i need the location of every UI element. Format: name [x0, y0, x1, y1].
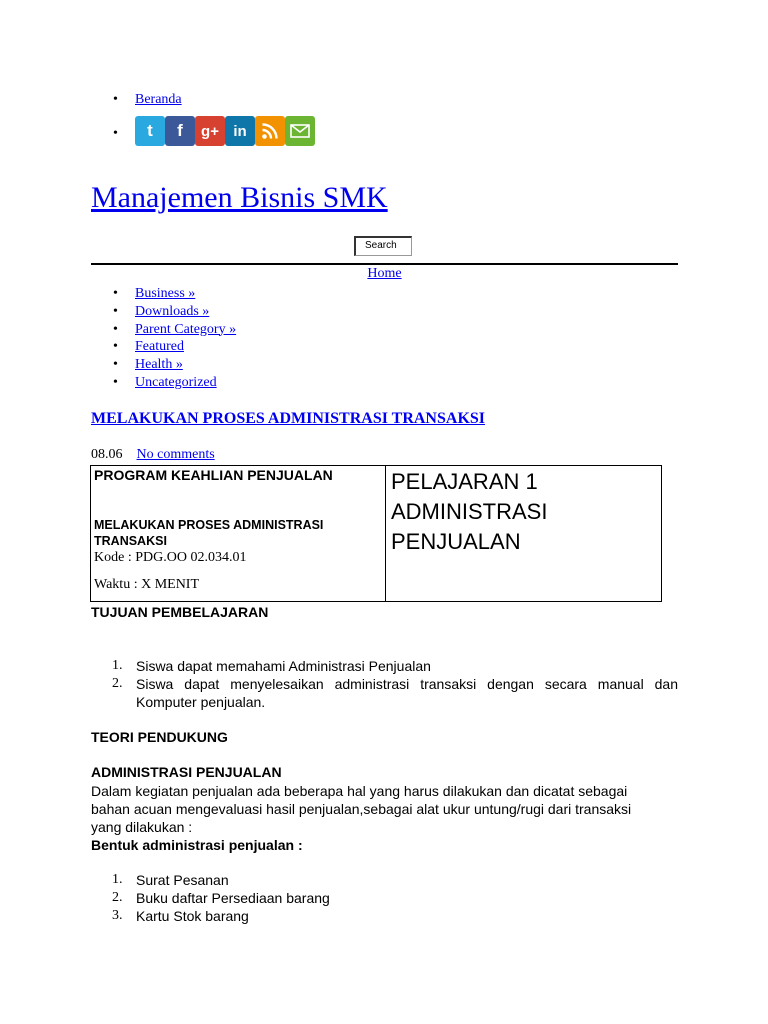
site-title [91, 181, 388, 215]
lesson-info-table [90, 465, 662, 602]
competency-code: Kode : PDG.OO 02.034.01 [94, 550, 247, 565]
lesson-title-line2: PENJUALAN [391, 529, 521, 554]
list-item [91, 871, 330, 889]
category-item [91, 356, 236, 374]
rss-icon[interactable] [255, 116, 285, 146]
forms-list [91, 871, 330, 925]
form-text: Buku daftar Persediaan barang [136, 890, 330, 906]
list-number: 3. [112, 908, 123, 923]
category-business-link[interactable]: Business » [135, 286, 196, 301]
site-title-link[interactable]: Manajemen Bisnis SMK [91, 181, 388, 214]
time-allocation: Waktu : X MENIT [94, 577, 200, 592]
form-text: Kartu Stok barang [136, 908, 249, 924]
category-featured-link[interactable]: Featured [135, 339, 184, 355]
objectives-heading: TUJUAN PEMBELAJARAN [91, 604, 269, 620]
beranda-link[interactable]: Beranda [135, 92, 182, 107]
lesson-info-right-cell [386, 466, 661, 601]
header-divider [91, 263, 678, 265]
post-date: 08.06 [91, 447, 123, 462]
twitter-icon[interactable] [135, 116, 165, 146]
admin-paragraph [91, 782, 631, 854]
search-button[interactable]: Search [354, 236, 412, 256]
home-link[interactable]: Home [367, 266, 402, 281]
google-plus-glyph: g+ [201, 122, 219, 140]
top-nav-item-social [91, 121, 247, 162]
objective-text-cont: Komputer penjualan. [136, 694, 266, 710]
top-nav-item-home [91, 92, 182, 112]
facebook-glyph: f [177, 121, 183, 140]
program-label: PROGRAM KEAHLIAN PENJUALAN [94, 467, 333, 483]
category-item [91, 338, 236, 356]
linkedin-icon[interactable] [225, 116, 255, 146]
list-number: 1. [112, 658, 123, 673]
category-downloads-link[interactable]: Downloads » [135, 303, 210, 319]
category-health-link[interactable]: Health » [135, 357, 183, 373]
list-number: 2. [112, 890, 123, 905]
admin-paragraph-line: yang dilakukan : [91, 819, 193, 835]
post-title-link[interactable]: MELAKUKAN PROSES ADMINISTRASI TRANSAKSI [91, 410, 486, 427]
forms-heading: Bentuk administrasi penjualan : [91, 837, 303, 853]
list-item [91, 657, 678, 675]
category-uncategorized-link[interactable]: Uncategorized [135, 374, 217, 390]
lesson-number: PELAJARAN 1 [391, 469, 538, 494]
admin-paragraph-line: Dalam kegiatan penjualan ada beberapa hal yang harus dilakukan dan dicatat sebagai [91, 783, 628, 799]
competency-line2: TRANSAKSI [94, 534, 167, 548]
category-item [91, 303, 236, 321]
linkedin-glyph: in [233, 122, 247, 140]
post-meta [91, 447, 215, 463]
rss-svg [261, 122, 279, 140]
lesson-title-line1: ADMINISTRASI [391, 499, 548, 524]
email-icon[interactable] [285, 116, 315, 146]
category-menu [91, 285, 236, 392]
competency-line1: MELAKUKAN PROSES ADMINISTRASI [94, 518, 324, 532]
comments-link[interactable]: No comments [136, 447, 215, 462]
home-nav [91, 266, 678, 282]
theory-heading: TEORI PENDUKUNG [91, 729, 228, 745]
list-item [91, 889, 330, 907]
twitter-glyph: • t [147, 121, 153, 140]
google-plus-icon[interactable] [195, 116, 225, 146]
form-text: Surat Pesanan [136, 872, 229, 888]
list-number: 1. [112, 872, 123, 887]
admin-heading: ADMINISTRASI PENJUALAN [91, 764, 282, 780]
top-nav [91, 92, 247, 162]
category-item [91, 321, 236, 339]
email-svg [290, 124, 310, 138]
facebook-icon[interactable] [165, 116, 195, 146]
objective-text: Siswa dapat menyelesaikan administrasi transaksi dengan secara manual dan [136, 676, 678, 692]
list-item [91, 907, 330, 925]
social-icons [135, 116, 315, 146]
admin-paragraph-line: bahan acuan mengevaluasi hasil penjualan,sebagai alat ukur untung/rugi dari transaksi [91, 801, 632, 817]
lesson-info-left-cell [91, 466, 386, 601]
list-number: 2. [112, 676, 123, 691]
post-title [91, 410, 485, 428]
category-item [91, 285, 236, 303]
objectives-list [91, 657, 678, 711]
objective-text: Siswa dapat memahami Administrasi Penjualan [136, 658, 431, 674]
list-item [91, 675, 678, 711]
category-item [91, 374, 236, 392]
category-parent-link[interactable]: Parent Category » [135, 321, 237, 337]
